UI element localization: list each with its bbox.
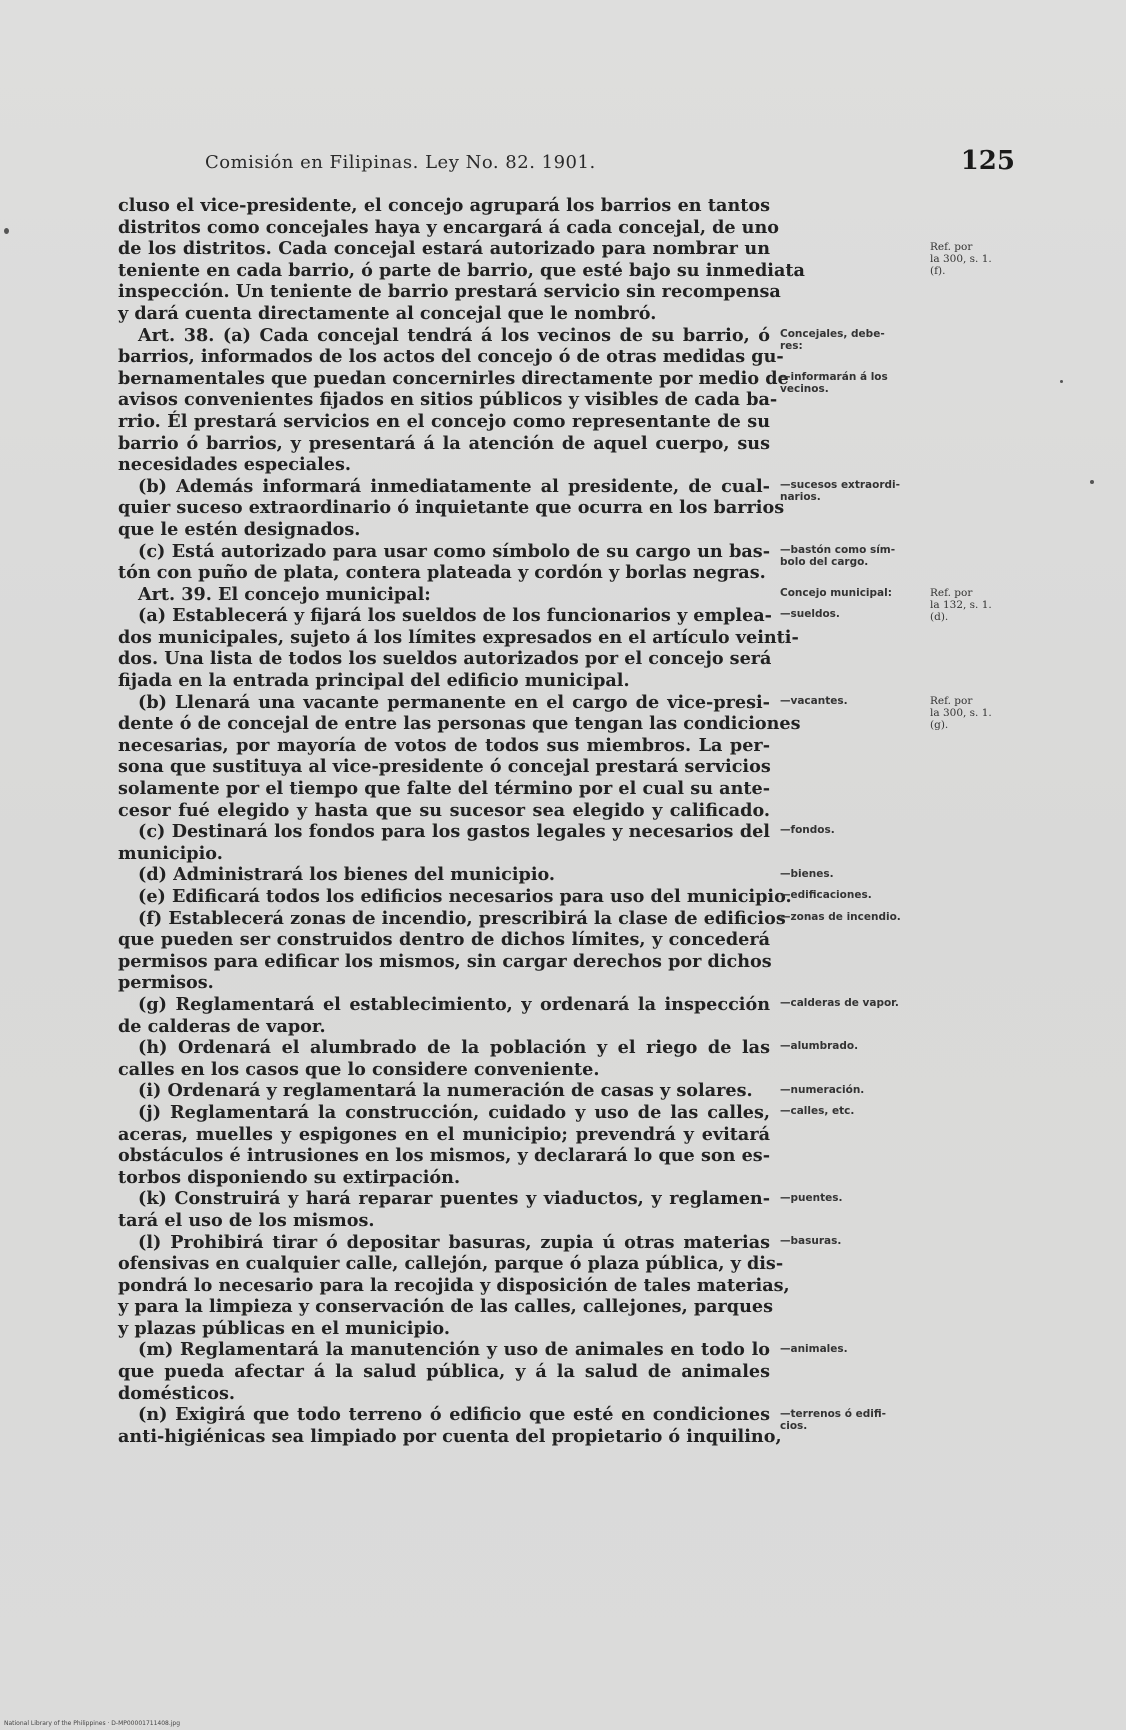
margin-note <box>780 1084 940 1096</box>
margin-note <box>780 587 940 599</box>
text-line: (c) Destinará los fondos para los gastos legales y necesarios del <box>138 821 770 843</box>
margin-note-text: —calderas de vapor. <box>780 997 899 1010</box>
text-line: (n) Exigirá que todo terreno ó edificio que esté en condiciones <box>138 1404 770 1426</box>
margin-note-text: —puentes. <box>780 1191 843 1204</box>
text-line: bernamentales que puedan concernirles directamente por medio de <box>118 367 789 389</box>
text-line: (i) Ordenará y reglamentará la numeración de casas y solares. <box>138 1080 753 1102</box>
text-line: que pueda afectar á la salud pública, y á la salud de animales <box>118 1361 770 1383</box>
margin-note-text: —edificaciones. <box>780 889 872 902</box>
scan-speck <box>1090 480 1094 484</box>
margin-note <box>780 328 940 352</box>
margin-note-text-cont: narios. <box>780 490 821 503</box>
text-line: sona que sustituya al vice-presidente ó concejal prestará servicios <box>118 756 771 778</box>
text-line: (l) Prohibirá tirar ó depositar basuras, zupia ú otras materias <box>138 1231 770 1253</box>
text-line: domésticos. <box>118 1382 236 1404</box>
text-line: tón con puño de plata, contera plateada y cordón y borlas negras. <box>118 562 766 584</box>
margin-note <box>780 695 940 707</box>
cross-reference-line: (f). <box>930 265 946 278</box>
text-line: y para la limpieza y conservación de las calles, callejones, parques <box>118 1296 773 1318</box>
margin-note <box>780 824 940 836</box>
text-line: pondrá lo necesario para la recojida y disposición de tales materias, <box>118 1274 790 1296</box>
text-line: (m) Reglamentará la manutención y uso de animales en todo lo <box>138 1339 770 1361</box>
text-line: cluso el vice-presidente, el concejo agrupará los barrios en tantos <box>118 195 770 216</box>
text-line: (e) Edificará todos los edificios necesarios para uso del municipio. <box>138 886 792 907</box>
cross-reference-line: Ref. por <box>930 586 973 599</box>
margin-note-text: —vacantes. <box>780 694 848 707</box>
text-line: teniente en cada barrio, ó parte de barrio, que esté bajo su inmediata <box>118 259 805 281</box>
body-text <box>118 195 805 1447</box>
text-line: de los distritos. Cada concejal estará autorizado para nombrar un <box>118 238 770 260</box>
margin-note-text: Concejo municipal: <box>780 586 892 599</box>
text-line: y dará cuenta directamente al concejal que le nombró. <box>118 302 657 324</box>
scan-speck <box>1060 380 1063 383</box>
margin-note <box>780 868 940 880</box>
text-line: tará el uso de los mismos. <box>118 1209 375 1231</box>
text-line: barrios, informados de los actos del concejo ó de otras medidas gu- <box>118 346 784 368</box>
margin-note-text: —sucesos extraordi- <box>780 478 900 491</box>
margin-note <box>780 889 940 901</box>
text-line: (f) Establecerá zonas de incendio, prescribirá la clase de edificios <box>138 907 786 929</box>
text-line: torbos disponiendo su extirpación. <box>118 1166 461 1188</box>
margin-note <box>780 1408 940 1432</box>
text-line: (c) Está autorizado para usar como símbolo de su cargo un bas- <box>138 540 770 562</box>
page-header <box>205 146 1015 180</box>
text-line: inspección. Un teniente de barrio prestará servicio sin recompensa <box>118 281 781 303</box>
margin-note-text: —fondos. <box>780 824 835 837</box>
scan-footer: National Library of the Philippines · D-MP00001711408.jpg <box>4 1720 181 1727</box>
margin-note <box>780 544 940 568</box>
text-line: dente ó de concejal de entre las personas que tengan las condiciones <box>118 713 801 735</box>
text-line: solamente por el tiempo que falte del término por el cual su ante- <box>118 778 770 800</box>
text-line: necesidades especiales. <box>118 454 352 476</box>
margin-note <box>780 1105 940 1117</box>
text-line: (h) Ordenará el alumbrado de la población y el riego de las <box>138 1037 770 1059</box>
cross-reference-line: (g). <box>930 718 949 731</box>
margin-note-text: —sueldos. <box>780 608 840 621</box>
margin-note <box>780 911 940 923</box>
margin-note-text: —informarán á los <box>780 370 888 383</box>
text-line: aceras, muelles y espigones en el municipio; prevendrá y evitará <box>118 1123 770 1145</box>
text-line: permisos. <box>118 972 214 994</box>
text-line: (b) Además informará inmediatamente al presidente, de cual- <box>138 475 770 497</box>
margin-note-text: —terrenos ó edifi- <box>780 1407 886 1420</box>
text-line: fijada en la entrada principal del edificio municipal. <box>118 670 630 692</box>
text-line: dos municipales, sujeto á los límites expresados en el artículo veinti- <box>118 626 799 648</box>
text-line: municipio. <box>118 842 223 864</box>
text-line: Art. 38. (a) Cada concejal tendrá á los vecinos de su barrio, ó <box>138 324 770 346</box>
margin-note-text: —calles, etc. <box>780 1105 855 1118</box>
text-line: (a) Establecerá y fijará los sueldos de los funcionarios y emplea- <box>138 605 772 627</box>
cross-reference <box>930 587 1020 623</box>
margin-note <box>780 1343 940 1355</box>
text-line: necesarias, por mayoría de votos de todos sus miembros. La per- <box>118 734 770 756</box>
text-line: (j) Reglamentará la construcción, cuidado y uso de las calles, <box>138 1101 770 1123</box>
margin-note-text: —bienes. <box>780 867 834 880</box>
cross-reference <box>930 695 1020 731</box>
text-line: avisos convenientes fijados en sitios públicos y visibles de cada ba- <box>118 389 778 411</box>
running-title: Comisión en Filipinas. Ley No. 82. 1901. <box>205 152 596 173</box>
cross-reference-line: Ref. por <box>930 241 973 254</box>
margin-note <box>780 371 940 395</box>
margin-note <box>780 997 940 1009</box>
margin-note-text: —numeración. <box>780 1083 865 1096</box>
cross-reference-line: la 132, s. 1. <box>930 598 992 611</box>
margin-note-text: —basuras. <box>780 1234 842 1247</box>
text-line: ofensivas en cualquier calle, callejón, parque ó plaza pública, y dis- <box>118 1253 784 1275</box>
cross-reference-line: la 300, s. 1. <box>930 706 992 719</box>
margin-note-text: —animales. <box>780 1342 848 1355</box>
text-line: de calderas de vapor. <box>118 1015 326 1037</box>
text-line: cesor fué elegido y hasta que su sucesor sea elegido y calificado. <box>118 799 770 821</box>
text-line: dos. Una lista de todos los sueldos autorizados por el concejo será <box>118 648 772 670</box>
scan-speck <box>4 228 9 234</box>
text-line: quier suceso extraordinario ó inquietante que ocurra en los barrios <box>118 497 785 519</box>
text-line: anti-higiénicas sea limpiado por cuenta del propietario ó inquilino, <box>118 1425 782 1447</box>
text-line: obstáculos é intrusiones en los mismos, y declarará lo que son es- <box>118 1145 770 1167</box>
cross-reference <box>930 241 1020 277</box>
margin-note <box>780 608 940 620</box>
margin-note-text: —zonas de incendio. <box>780 910 901 923</box>
margin-note-text: —alumbrado. <box>780 1040 859 1053</box>
text-line: (k) Construirá y hará reparar puentes y viaductos, y reglamen- <box>138 1188 770 1210</box>
margin-note <box>780 1192 940 1204</box>
text-line: Art. 39. El concejo municipal: <box>138 583 431 605</box>
page-number: 125 <box>960 146 1015 176</box>
text-line: (b) Llenará una vacante permanente en el cargo de vice-presi- <box>138 691 770 713</box>
text-line: que le estén designados. <box>118 518 361 540</box>
margin-note-text-cont: bolo del cargo. <box>780 555 869 568</box>
text-line: distritos como concejales haya y encargará á cada concejal, de uno <box>118 216 780 238</box>
text-line: (d) Administrará los bienes del municipio. <box>138 864 556 886</box>
margin-note <box>780 1040 940 1052</box>
text-line: calles en los casos que lo considere conveniente. <box>118 1058 600 1080</box>
text-line: barrio ó barrios, y presentará á la atención de aquel cuerpo, sus <box>118 432 770 454</box>
margin-note-text-cont: vecinos. <box>780 382 829 395</box>
margin-note <box>780 479 940 503</box>
text-line: (g) Reglamentará el establecimiento, y ordenará la inspección <box>138 993 770 1015</box>
text-line: permisos para edificar los mismos, sin cargar derechos por dichos <box>118 950 772 972</box>
text-line: y plazas públicas en el municipio. <box>118 1317 450 1339</box>
text-line: que pueden ser construidos dentro de dichos límites, y concederá <box>118 929 770 951</box>
cross-reference-line: Ref. por <box>930 694 973 707</box>
margin-note-text: —bastón como sím- <box>780 543 896 556</box>
cross-reference-line: (d). <box>930 610 949 623</box>
margin-note-text-cont: res: <box>780 339 803 352</box>
margin-note <box>780 1235 940 1247</box>
margin-note-text-cont: cios. <box>780 1419 808 1432</box>
cross-reference-line: la 300, s. 1. <box>930 253 992 266</box>
text-line: rrio. Él prestará servicios en el concejo como representante de su <box>118 410 770 432</box>
margin-note-text: Concejales, debe- <box>780 327 885 340</box>
